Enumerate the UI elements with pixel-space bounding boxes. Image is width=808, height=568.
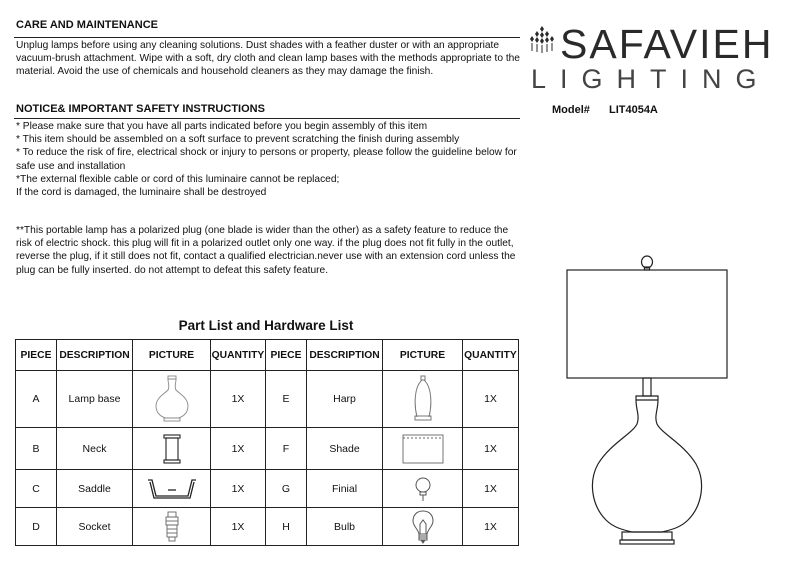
care-text — [16, 39, 521, 79]
notice-line: *The external flexible cable or cord of this luminaire cannot be replaced; — [16, 173, 340, 185]
description-cell: Socket — [57, 508, 133, 546]
quantity-cell: 1X — [211, 371, 266, 428]
lamp-finial — [642, 256, 653, 268]
model-number — [552, 104, 658, 116]
saddle-icon — [146, 476, 198, 502]
harp-icon — [408, 375, 438, 423]
description-cell: Saddle — [57, 470, 133, 508]
quantity-cell: 1X — [211, 508, 266, 546]
quantity-cell: 1X — [463, 508, 519, 546]
header-description: DESCRIPTION — [57, 340, 133, 371]
header-piece: PIECE — [266, 340, 307, 371]
care-line: vacuum-brush attachment. Wipe with a soft, dry cloth and clean lamp bases with the methods appropriate to the material. Avoid the use of chemicals and household cleaners as they may damage the finish. — [16, 53, 520, 78]
notice-line: If the cord is damaged, the luminaire shall be destroyed — [16, 187, 267, 199]
table-header-row — [16, 340, 519, 371]
description-cell: Neck — [57, 428, 133, 470]
description-cell: Finial — [307, 470, 383, 508]
description-cell: Shade — [307, 428, 383, 470]
picture-cell — [383, 371, 463, 428]
bulb-icon — [412, 510, 434, 544]
header-description: DESCRIPTION — [307, 340, 383, 371]
table-row — [16, 470, 519, 508]
chandelier-icon — [528, 26, 556, 54]
picture-cell — [383, 508, 463, 546]
quantity-cell: 1X — [211, 428, 266, 470]
header-quantity: QUANTITY — [211, 340, 266, 371]
lamp-base-plinth — [622, 532, 672, 540]
shade-icon — [402, 433, 444, 465]
lamp-shade — [567, 270, 727, 378]
neck-icon — [162, 434, 182, 464]
socket-icon — [163, 511, 181, 543]
table-row — [16, 428, 519, 470]
notice-title: NOTICE& IMPORTANT SAFETY INSTRUCTIONS — [16, 103, 265, 115]
brand-logo — [528, 22, 788, 97]
parts-table — [15, 339, 519, 546]
picture-cell — [133, 428, 211, 470]
table-row — [16, 371, 519, 428]
quantity-cell: 1X — [211, 470, 266, 508]
brand-subtitle: LIGHTING — [531, 64, 771, 94]
piece-cell: G — [266, 470, 307, 508]
quantity-cell: 1X — [463, 371, 519, 428]
piece-cell: B — [16, 428, 57, 470]
care-title: CARE AND MAINTENANCE — [16, 19, 158, 31]
piece-cell: F — [266, 428, 307, 470]
lamp-body — [592, 396, 701, 532]
piece-cell: C — [16, 470, 57, 508]
polarized-plug-note: **This portable lamp has a polarized plug (one blade is wider than the other) as a safety feature to reduce the risk of electric shock. this plug will fit in a polarized outlet only one way. if the plug does not fit fully in the outlet, reverse the plug, if it still does not fit, contact a qualified electrician.never use with an extension cord unless the plug can be fully inserted. do not attempt to defeat this safety feature. — [16, 225, 516, 276]
notice-line: * Please make sure that you have all parts indicated before you begin assembly of this item — [16, 121, 428, 132]
lamp-neck — [643, 378, 651, 396]
description-cell: Lamp base — [57, 371, 133, 428]
notice-line: * This item should be assembled on a soft surface to prevent scratching the finish during assembly — [16, 134, 460, 146]
header-picture: PICTURE — [383, 340, 463, 371]
care-divider — [14, 37, 520, 38]
header-picture: PICTURE — [133, 340, 211, 371]
notice-divider — [14, 118, 520, 119]
piece-cell: D — [16, 508, 57, 546]
description-cell: Bulb — [307, 508, 383, 546]
lamp-illustration — [566, 254, 728, 548]
notice-text — [16, 120, 521, 199]
picture-cell — [383, 428, 463, 470]
picture-cell — [383, 470, 463, 508]
piece-cell: E — [266, 371, 307, 428]
piece-cell: H — [266, 508, 307, 546]
care-line: Unplug lamps before using any cleaning solutions. Dust shades with a feather duster or with an appropriate — [16, 40, 500, 51]
quantity-cell: 1X — [463, 470, 519, 508]
picture-cell — [133, 508, 211, 546]
header-quantity: QUANTITY — [463, 340, 519, 371]
description-cell: Harp — [307, 371, 383, 428]
model-value: LIT4054A — [608, 104, 658, 116]
notice-line: * To reduce the risk of fire, electrical shock or injury to persons or property, please follow the guideline below for safe use and installation — [16, 147, 517, 172]
brand-name: SAFAVIEH — [560, 21, 774, 67]
quantity-cell: 1X — [463, 428, 519, 470]
picture-cell — [133, 371, 211, 428]
finial-icon — [412, 476, 434, 502]
parts-list-title: Part List and Hardware List — [178, 318, 354, 333]
table-row — [16, 508, 519, 546]
lamp-base-icon — [152, 374, 192, 424]
picture-cell — [133, 470, 211, 508]
piece-cell: A — [16, 371, 57, 428]
header-piece: PIECE — [16, 340, 57, 371]
model-label: Model# — [552, 104, 590, 116]
